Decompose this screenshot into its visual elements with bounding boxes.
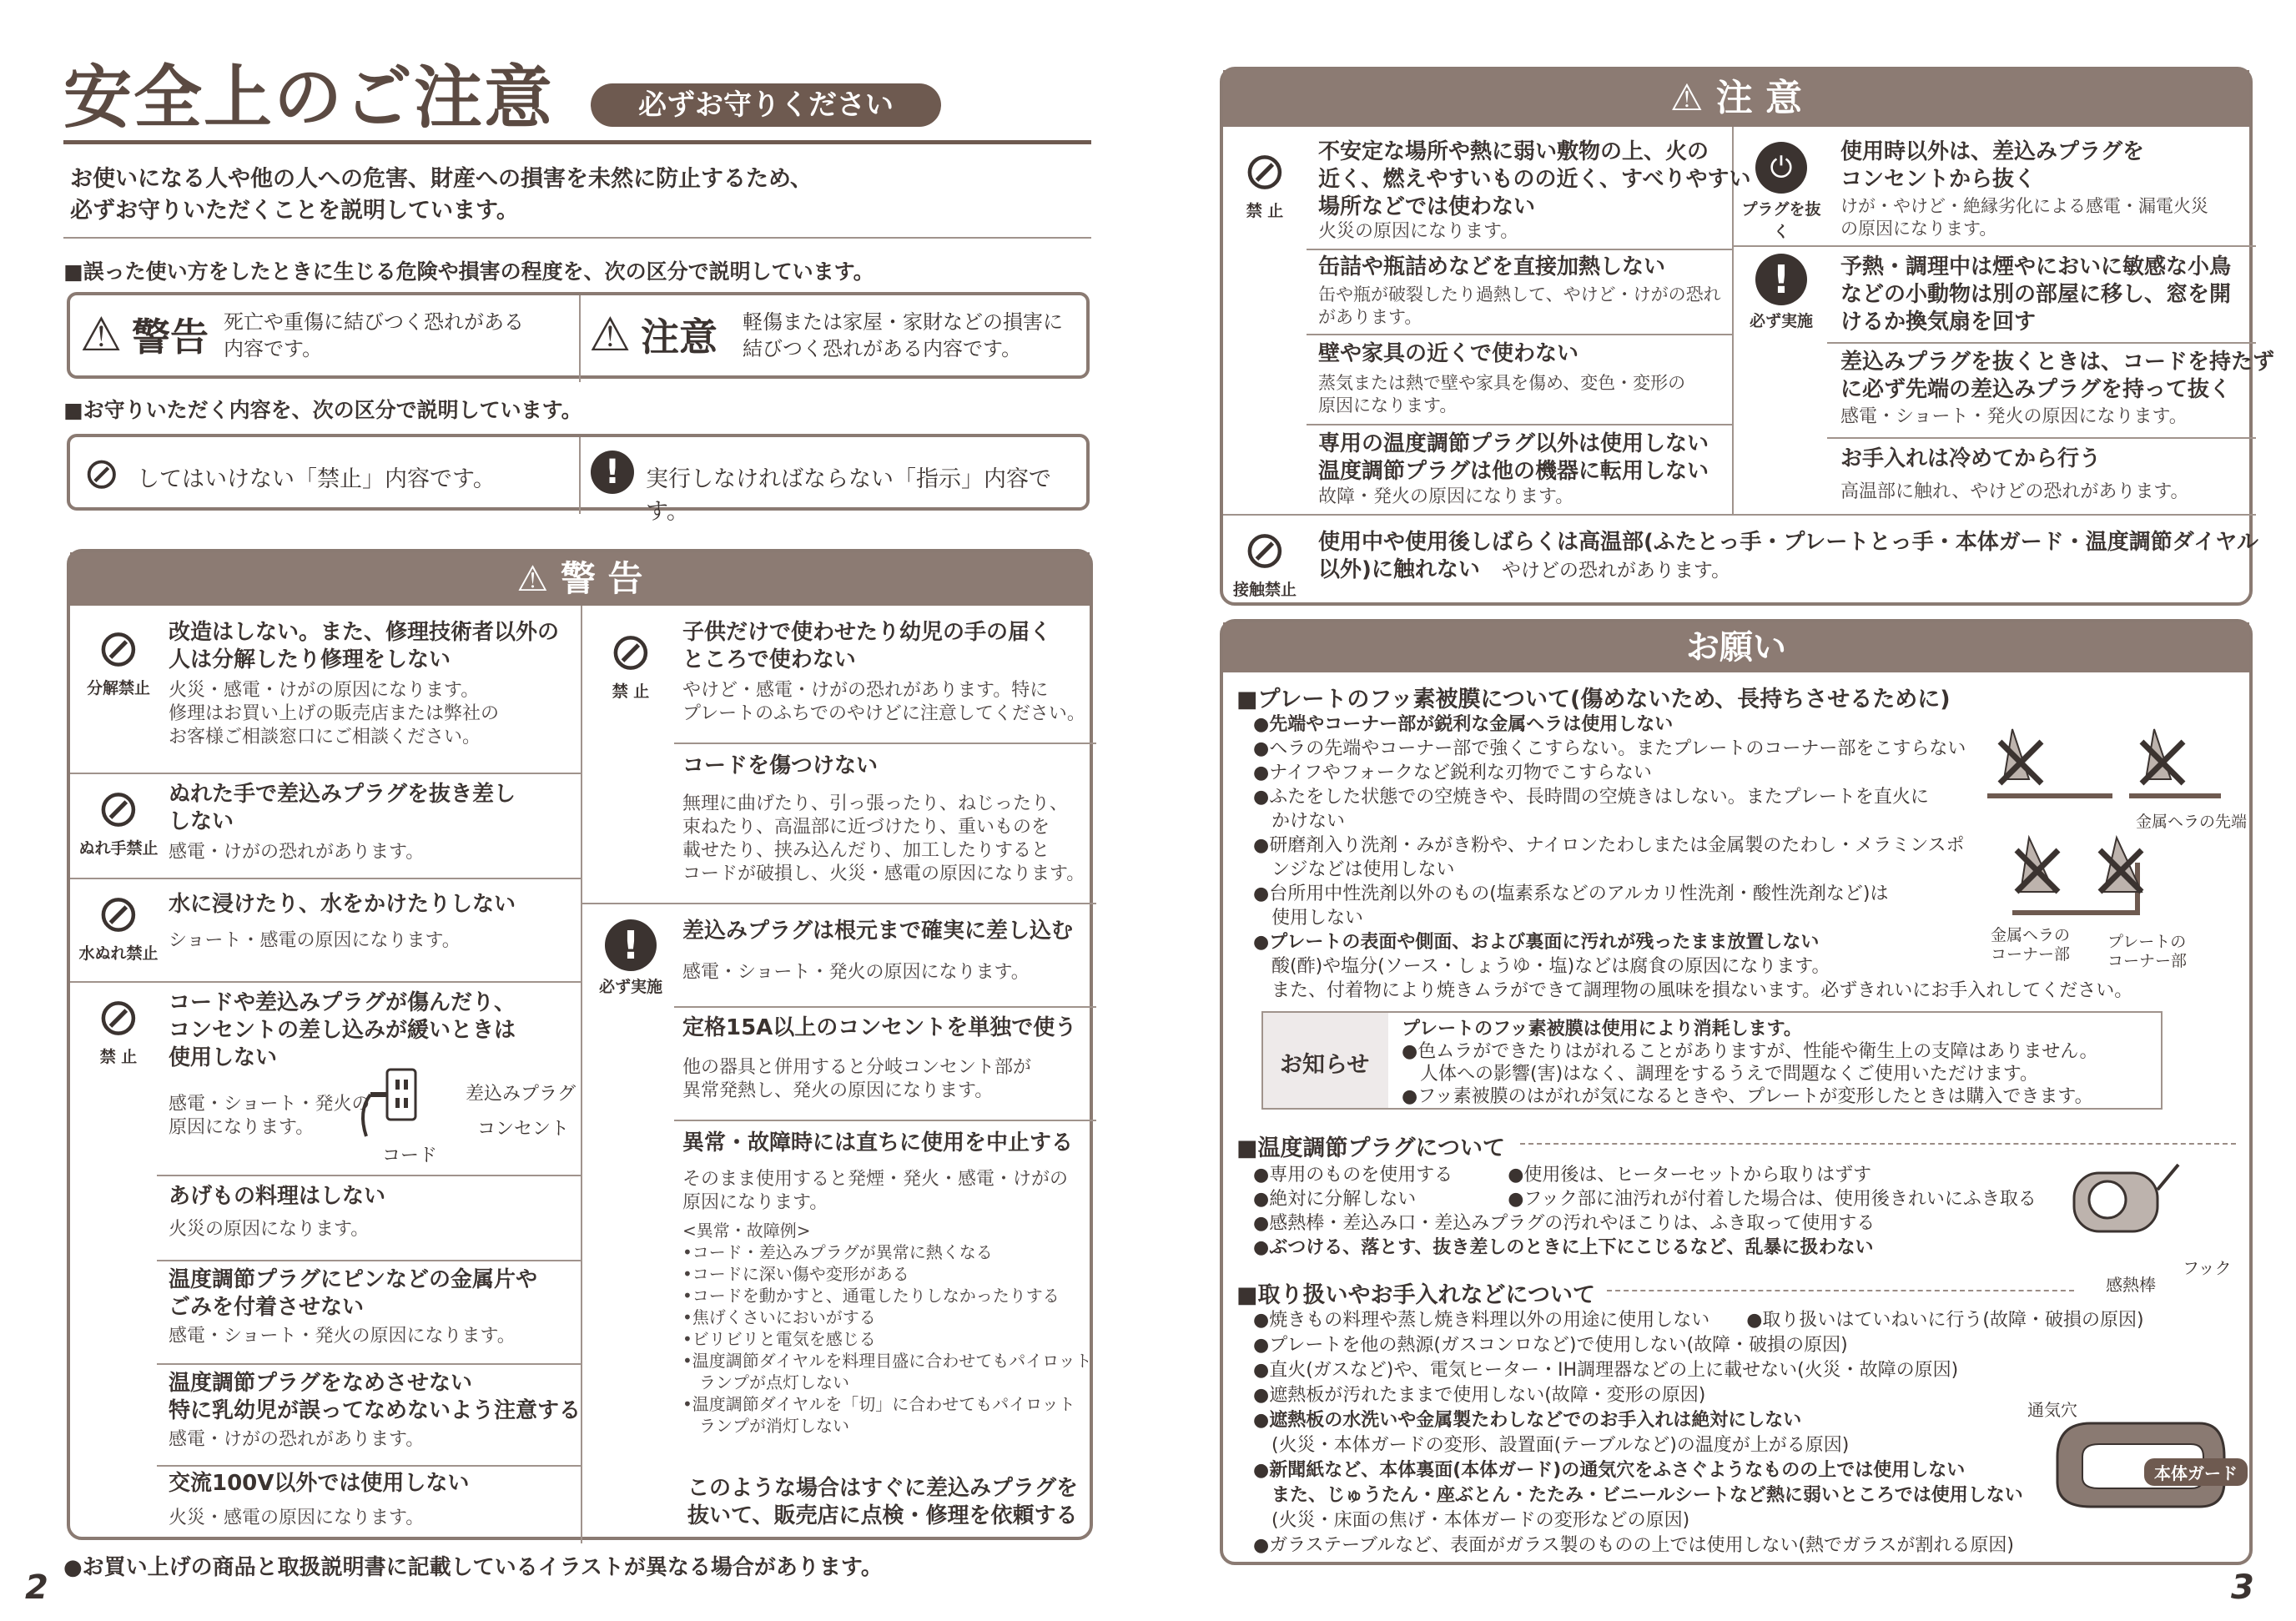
warning-item-title: 温度調節プラグをなめさせない 特に乳幼児が誤ってなめないよう注意する [169, 1371, 582, 1423]
caution-item-title: お手入れは冷めてから行う [1840, 446, 2102, 471]
class-intro: ■お守りいただく内容を、次の区分で説明しています。 [63, 398, 582, 422]
warning-item-title: 改造はしない。また、修理技術者以外の 人は分解したり修理をしない [169, 620, 560, 672]
symbol-class-box [67, 434, 1090, 525]
notice-label: お知らせ [1280, 1052, 1370, 1078]
page-number: 3 [2231, 1568, 2254, 1607]
fig-label-hook: フック [2183, 1258, 2232, 1278]
handling-list: ●焼きもの料理や蒸し焼き料理以外の用途に使用しない ●取り扱いはていねいに行う(故障・破損の原因) ●プレートを他の熱源(ガスコンロなど)で使用しない(故障・破損の原因) ●直火(ガスなど)や、電気ヒーター・IH調理器などの上に載せない(火災・故障の原因) ●遮熱板が汚れたままで使用しない(故障・変形の原因) ●遮熱板の水洗いや金属製たわしなどでのお手入れは絶対にしない (火災・本体ガードの変形、設置面(テーブルなど)の温度が上がる原因) ●新聞紙など、本体裏面(本体ガード)の通気穴をふさぐようなものの上では使用しない また、じゅうたん・座ぶとん・たたみ・ビニールシートなど熱に弱いところでは使用しない (火災・床面の焦げ・本体ガードの変形などの原因) ●ガラステーブルなど、表面がガラス製のものの上では使用しない(熱でガラスが割れる原因) [1253, 1310, 2144, 1556]
warning-item-desc: 他の器具と併用すると分岐コンセント部が 異常発熱し、発火の原因になります。 [682, 1057, 1032, 1101]
instruct-icon: ! [591, 451, 634, 494]
page-title: 安全上のご注意 [63, 58, 555, 138]
caution-item-desc: けが・やけど・絶縁劣化による感電・漏電火災 の原因になります。 [1840, 196, 2208, 239]
notice-box [1261, 1011, 2163, 1110]
warning-item-title: 子供だけで使わせたり幼児の手の届く ところで使わない [682, 620, 1052, 672]
page-number: 2 [25, 1568, 48, 1607]
warning-item-title: 温度調節プラグにピンなどの金属片や ごみを付着させない [169, 1267, 538, 1320]
prohibit-icon: ⊘ [83, 449, 120, 499]
caution-item-desc: 感電・ショート・発火の原因になります。 [1840, 406, 2188, 427]
cord-label: コード [382, 1145, 438, 1166]
temp-title-rule [1520, 1143, 2236, 1145]
no-touch-icon: ⊘ 接触禁止 [1232, 519, 1297, 599]
warning-item-title: 異常・故障時には直ちに使用を中止する [682, 1130, 1074, 1155]
caution-item-title: 缶詰や瓶詰めなどを直接加熱しない [1318, 254, 1666, 279]
temp-plug-illustration [2057, 1156, 2183, 1256]
illustration-footnote: ●お買い上げの商品と取扱説明書に記載しているイラストが異なる場合があります。 [63, 1555, 883, 1580]
prohibit-desc: してはいけない「禁止」内容です。 [137, 466, 496, 492]
caution-item-title: 不安定な場所や熱に弱い敷物の上、火の 近く、燃えやすいものの近く、すべりやすい 場所などでは使わない [1318, 139, 1751, 219]
outlet-label: コンセント [477, 1119, 570, 1140]
page-right [1148, 0, 2296, 1621]
caution-item-title: 予熱・調理中は煙やにおいに敏感な小鳥 などの小動物は別の部屋に移し、窓を開 けるか換気扇を回す [1840, 254, 2232, 335]
warning-desc: 死亡や重傷に結びつく恐れがある 内容です。 [224, 310, 524, 360]
caution-item-desc: 蒸気または熱で壁や家具を傷め、変色・変形の 原因になります。 [1318, 373, 1686, 415]
warning-item-desc: 火災の原因になります。 [169, 1219, 370, 1240]
prohibited-icon: ⊘ 禁 止 [609, 621, 652, 701]
warning-item-desc: 火災・感電・けがの原因になります。 修理はお買い上げの販売店または弊社の お客様ご相談窓口にご相談ください。 [169, 680, 500, 748]
warning-item-desc: 感電・けがの恐れがあります。 [169, 842, 425, 863]
fig-label-sensor: 感熱棒 [2106, 1275, 2156, 1295]
warning-item-desc: やけど・感電・けがの恐れがあります。特に プレートのふちでのやけどに注意してください。 [682, 680, 1085, 724]
caution-header-icon: ⚠ [1669, 77, 1716, 119]
caution-item-desc: 故障・発火の原因になります。 [1318, 486, 1574, 507]
warning-header-icon: ⚠ [516, 558, 561, 599]
warning-item-title: 交流100V以外では使用しない [169, 1471, 470, 1496]
intro-text: お使いになる人や他の人への危害、財産への損害を未然に防止するため、 必ずお守りいただくことを説明しています。 [70, 166, 813, 224]
intro-rule [63, 237, 1091, 239]
caution-box [1220, 67, 2275, 606]
abnormal-examples: <異常・故障例> •コード・差込みプラグが異常に熱くなる •コードに深い傷や変形がある •コードを動かすと、通電したりしなかったりする •焦げくさいにおいがする •ビリビリと電気を感じる •温度調節ダイヤルを料理目盛に合わせてもパイロット ランプが点灯しない •温度調節ダイヤルを「切」に合わせてもパイロット ランプが消灯しない [682, 1221, 1092, 1436]
caution-item-desc: 高温部に触れ、やけどの恐れがあります。 [1840, 481, 2189, 502]
request-header: お願い [1223, 622, 2249, 672]
warning-item-title: ぬれた手で差込みプラグを抜き差し しない [169, 782, 516, 834]
fluoro-section-title: ■プレートのフッ素被膜について(傷めないため、長持ちさせるために) [1236, 687, 1951, 712]
risk-level-box [67, 292, 1090, 379]
warning-item-desc: 感電・ショート・発火の 原因になります。 [169, 1094, 370, 1138]
warning-item-desc: 感電・ショート・発火の原因になります。 [682, 962, 1030, 983]
fig-label-body-guard: 本体ガード [2144, 1458, 2248, 1486]
prohibited-icon: ⊘ 禁 止 [97, 986, 140, 1066]
warning-icon: ⚠ [80, 308, 123, 362]
warning-item-title: 水に浸けたり、水をかけたりしない [169, 892, 516, 917]
abnormal-action: このような場合はすぐに差込みプラグを 抜いて、販売店に点検・修理を依頼する [687, 1476, 1079, 1528]
warning-box [67, 549, 1093, 1540]
warning-item-title: 差込みプラグは根元まで確実に差し込む [682, 919, 1074, 944]
caution-desc: 軽傷または家屋・家財などの損害に 結びつく恐れがある内容です。 [743, 310, 1063, 360]
warning-item-title: コードや差込みプラグが傷んだり、 コンセントの差し込みが緩いときは 使用しない [169, 990, 516, 1070]
fig-label-plate-corner: プレートの コーナー部 [2107, 933, 2188, 970]
plug-illustration [354, 1061, 446, 1153]
warning-item-desc: 感電・ショート・発火の原因になります。 [169, 1326, 516, 1347]
temp-plug-title: ■温度調節プラグについて [1236, 1135, 1505, 1161]
caution-item-title: 壁や家具の近くで使わない [1318, 341, 1579, 366]
wet-hand-prohibited-icon: ⊘ ぬれ手禁止 [78, 778, 159, 858]
fig-label-spatula-corner: 金属ヘラの コーナー部 [1991, 926, 2071, 964]
risk-intro: ■誤った使い方をしたときに生じる危険や損害の程度を、次の区分で説明しています。 [63, 259, 874, 284]
fluoro-list: ●先端やコーナー部が鋭利な金属ヘラは使用しない ●ヘラの先端やコーナー部で強くこすらない。またプレートのコーナー部をこすらない ●ナイフやフォークなど鋭利な刃物でこすらない ●ふたをした状態での空焼きや、長時間の空焼きはしない。またプレートを直火に かけない ●研磨剤入り洗剤・みがき粉や、ナイロンたわしまたは金属製のたわし・メラミンスポ ンジなどは使用しない ●台所用中性洗剤以外のもの(塩素系などのアルカリ性洗剤・酸性洗剤など)は 使用しない ●プレートの表面や側面、および裏面に汚れが残ったまま放置しない 酸(酢)や塩分(ソース・しょうゆ・塩)などは腐食の原因になります。 また、付着物により焼きムラができて調理物の風味を損ないます。必ずきれいにお手入れしてください。 [1253, 714, 2133, 1001]
warning-header: ⚠ 警 告 [70, 552, 1090, 606]
unplug-icon: ⏻ プラグを抜く [1735, 142, 1827, 242]
caution-header: ⚠ 注 意 [1223, 70, 2249, 127]
disassembly-prohibited-icon: ⊘ 分解禁止 [86, 617, 150, 697]
caution-label: 注意 [641, 315, 718, 360]
warning-item-title: あげもの料理はしない [169, 1184, 386, 1209]
notice-text: プレートのフッ素被膜は使用により消耗します。 ●色ムラができたりはがれることがありますが、性能や衛生上の支障はありません。 人体への影響(害)はなく、調理をするうえで問題なくご使用いただけます。 ●フッ素被膜のはがれが気になるときや、プレートが変形したときは購入できます。 [1402, 1019, 2098, 1107]
temp-plug-list: ●専用のものを使用する ●使用後は、ヒーターセットから取りはずす ●絶対に分解しない ●フック部に油汚れが付着した場合は、使用後きれいにふき取る ●感熱棒・差込み口・差込みプラグの汚れやほこりは、ふき取って使用する ●ぶつける、落とす、抜き差しのときに上下にこじるなど、乱暴に扱わない [1253, 1165, 2037, 1258]
prohibited-icon: ⊘ 禁 止 [1243, 140, 1286, 220]
caution-item-desc: 火災の原因になります。 [1318, 221, 1519, 242]
caution-item-title: 専用の温度調節プラグ以外は使用しない 温度調節プラグは他の機器に転用しない [1318, 431, 1709, 484]
must-follow-badge: 必ずお守りください [591, 83, 941, 127]
instruct-desc: 実行しなければならない「指示」内容です。 [646, 466, 1051, 525]
warning-label: 警告 [132, 315, 209, 360]
contact-warning-title: 使用中や使用後しばらくは高温部(ふたとっ手・プレートとっ手・本体ガード・温度調節ダイヤル 以外)に触れない やけどの恐れがあります。 [1318, 530, 2259, 582]
warning-item-title: 定格15A以上のコンセントを単独で使う [682, 1015, 1077, 1040]
fig-label-spatula-tip: 金属ヘラの先端 [2136, 813, 2248, 831]
mandatory-icon: ! 必ず実施 [589, 919, 672, 997]
request-box [1220, 619, 2253, 1565]
fig-label-vent: 通気穴 [2027, 1400, 2077, 1420]
warning-item-desc: 感電・けがの恐れがあります。 [169, 1429, 425, 1450]
handling-title: ■取り扱いやお手入れなどについて [1236, 1282, 1595, 1308]
warning-item-desc: そのまま使用すると発煙・発火・感電・けがの 原因になります。 [682, 1169, 1069, 1213]
caution-item-title: 使用時以外は、差込みプラグを コンセントから抜く [1840, 139, 2145, 192]
caution-item-title: 差込みプラグを抜くときは、コードを持たず に必ず先端の差込みプラグを持って抜く [1840, 350, 2275, 402]
title-rule [63, 140, 1091, 144]
plug-label: 差込みプラグ [466, 1084, 577, 1105]
warning-item-title: コードを傷つけない [682, 753, 879, 778]
warning-item-desc: 無理に曲げたり、引っ張ったり、ねじったり、 束ねたり、高温部に近づけたり、重いものを 載せたり、挟み込んだり、加工したりすると コードが破損し、火災・感電の原因になります。 [682, 793, 1085, 884]
contact-warning-desc: やけどの恐れがあります。 [1501, 560, 1731, 581]
caution-item-desc: 缶や瓶が破裂したり過熱して、やけど・けがの恐れ があります。 [1318, 284, 1721, 327]
mandatory-icon: ! 必ず実施 [1735, 254, 1827, 331]
handling-title-rule [1607, 1290, 2074, 1291]
warning-item-desc: ショート・感電の原因になります。 [169, 930, 461, 951]
water-prohibited-icon: ⊘ 水ぬれ禁止 [78, 883, 159, 963]
caution-icon: ⚠ [589, 308, 632, 362]
warning-item-desc: 火災・感電の原因になります。 [169, 1508, 425, 1528]
